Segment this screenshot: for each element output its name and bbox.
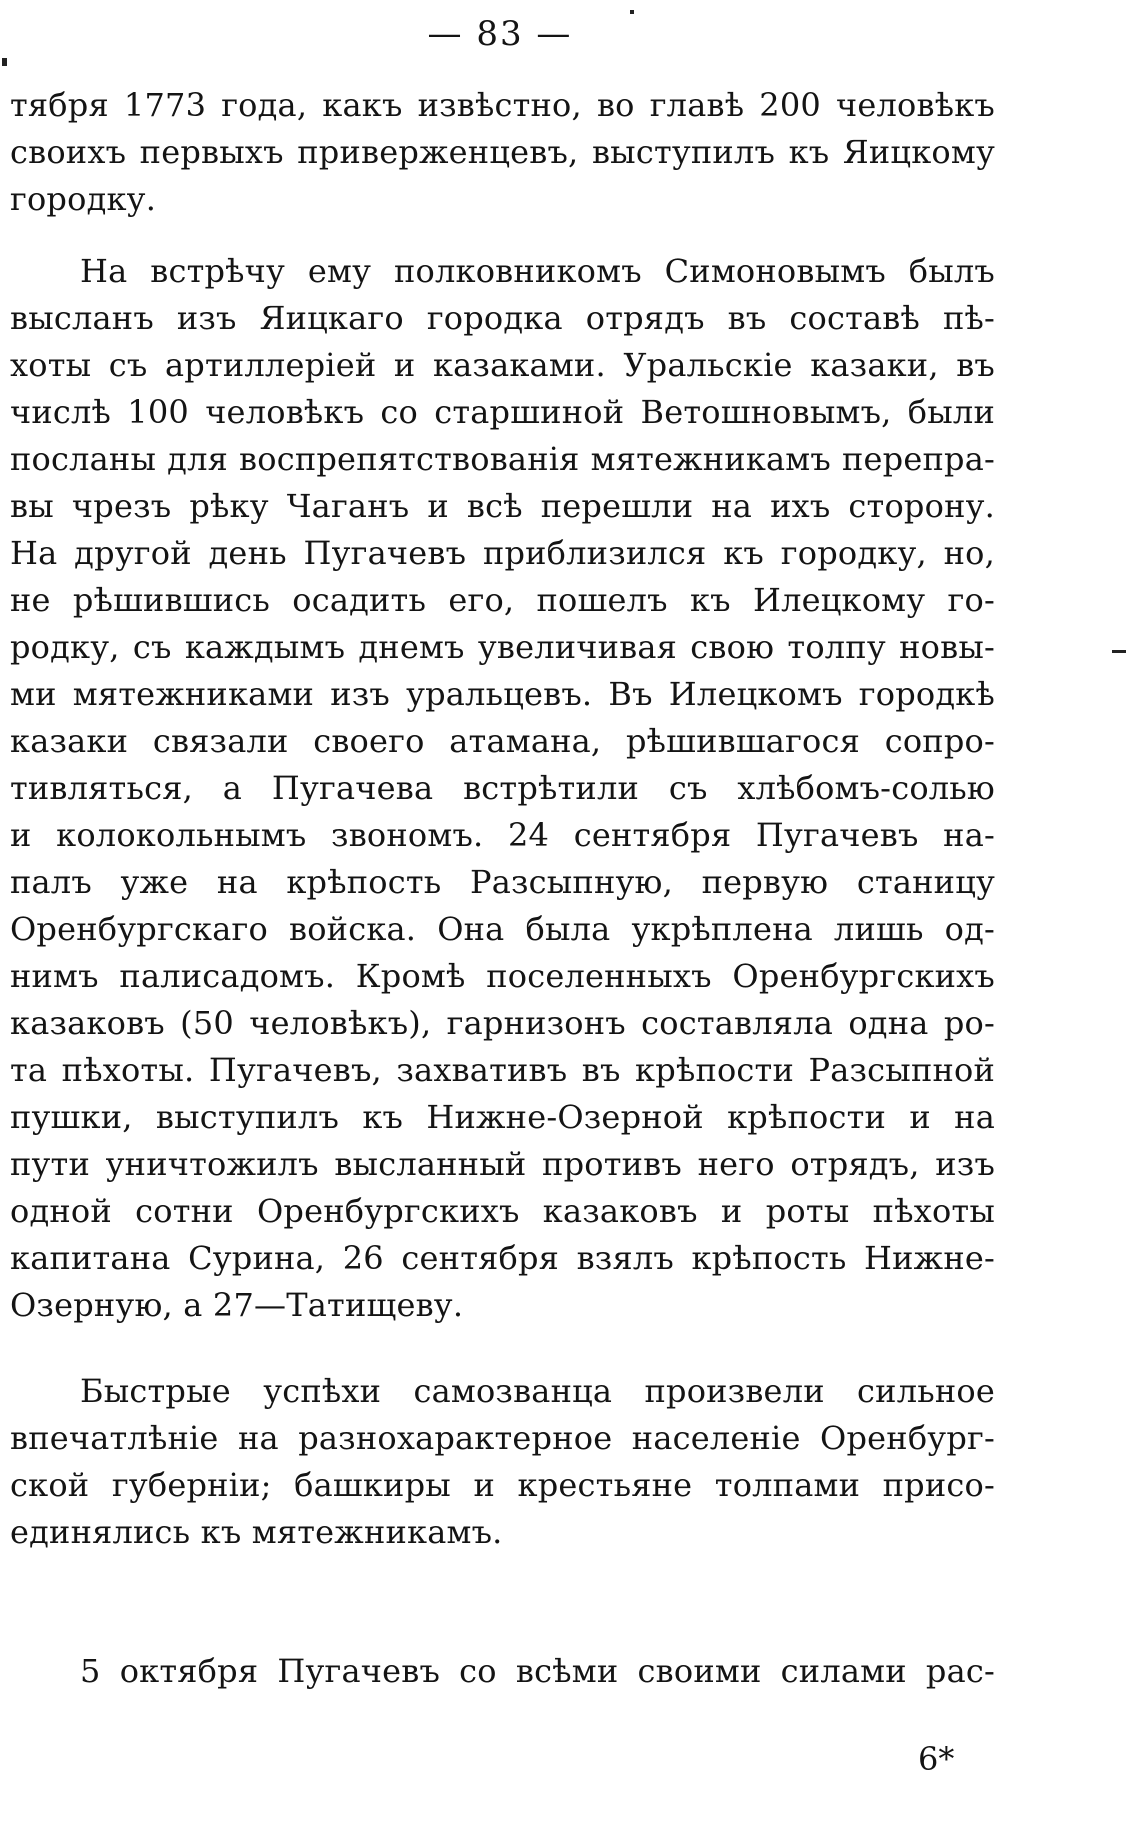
text-line: посланы для воспрепятствованія мятежникамъ перепра-	[10, 440, 995, 478]
text-line: Оренбургскаго войска. Она была укрѣплена лишь од-	[10, 910, 995, 948]
text-line: ской губерніи; башкиры и крестьяне толпами присо-	[10, 1466, 995, 1504]
text-line: одной сотни Оренбургскихъ казаковъ и роты пѣхоты	[10, 1192, 995, 1230]
text-line: палъ уже на крѣпость Разсыпную, первую станицу	[10, 863, 995, 901]
text-line: числѣ 100 человѣкъ со старшиной Ветошновымъ, были	[10, 393, 995, 431]
paragraph-4	[10, 1648, 995, 1695]
text-line: казаки связали своего атамана, рѣшившагося сопро-	[10, 722, 995, 760]
text-line: хоты съ артиллеріей и казаками. Уральскіе казаки, въ	[10, 346, 995, 384]
text-line: вы чрезъ рѣку Чаганъ и всѣ перешли на ихъ сторону.	[10, 487, 995, 525]
text-line: единялись къ мятежникамъ.	[10, 1513, 503, 1551]
text-line: На встрѣчу ему полковникомъ Симоновымъ былъ	[80, 252, 995, 290]
text-line: городку.	[10, 180, 157, 218]
text-line: родку, съ каждымъ днемъ увеличивая свою толпу новы-	[10, 628, 995, 666]
text-line: Быстрые успѣхи самозванца произвели сильное	[80, 1372, 995, 1410]
paragraph-2	[10, 248, 995, 1329]
scan-speck	[1112, 650, 1126, 653]
text-line: и колокольнымъ звономъ. 24 сентября Пугачевъ на-	[10, 816, 995, 854]
page-number: — 83 —	[427, 14, 573, 54]
text-line: тября 1773 года, какъ извѣстно, во главѣ 200 человѣкъ	[10, 86, 995, 124]
text-line: ми мятежниками изъ уральцевъ. Въ Илецкомъ городкѣ	[10, 675, 995, 713]
paragraph-3	[10, 1368, 995, 1556]
printer-signature: 6*	[918, 1740, 955, 1778]
text-line: не рѣшившись осадить его, пошелъ къ Илецкому го-	[10, 581, 995, 619]
text-line: На другой день Пугачевъ приблизился къ городку, но,	[10, 534, 995, 572]
text-line: пути уничтожилъ высланный противъ него отрядъ, изъ	[10, 1145, 995, 1183]
text-line: казаковъ (50 человѣкъ), гарнизонъ составляла одна ро-	[10, 1004, 995, 1042]
scan-speck	[2, 58, 7, 66]
text-line: 5 октября Пугачевъ со всѣми своими силами рас-	[80, 1652, 995, 1690]
text-line: нимъ палисадомъ. Кромѣ поселенныхъ Оренбургскихъ	[10, 957, 995, 995]
text-line: та пѣхоты. Пугачевъ, захвативъ въ крѣпости Разсыпной	[10, 1051, 995, 1089]
text-line: пушки, выступилъ къ Нижне-Озерной крѣпости и на	[10, 1098, 995, 1136]
text-line: капитана Сурина, 26 сентября взялъ крѣпость Нижне-	[10, 1239, 995, 1277]
text-line: тивляться, а Пугачева встрѣтили съ хлѣбомъ-солью	[10, 769, 995, 807]
paragraph-1	[10, 82, 995, 223]
scan-speck	[630, 10, 634, 14]
text-line: впечатлѣніе на разнохарактерное населеніе Оренбург-	[10, 1419, 995, 1457]
text-line: Озерную, а 27—Татищеву.	[10, 1286, 464, 1324]
text-line: высланъ изъ Яицкаго городка отрядъ въ составѣ пѣ-	[10, 299, 995, 337]
text-line: своихъ первыхъ приверженцевъ, выступилъ къ Яицкому	[10, 133, 995, 171]
